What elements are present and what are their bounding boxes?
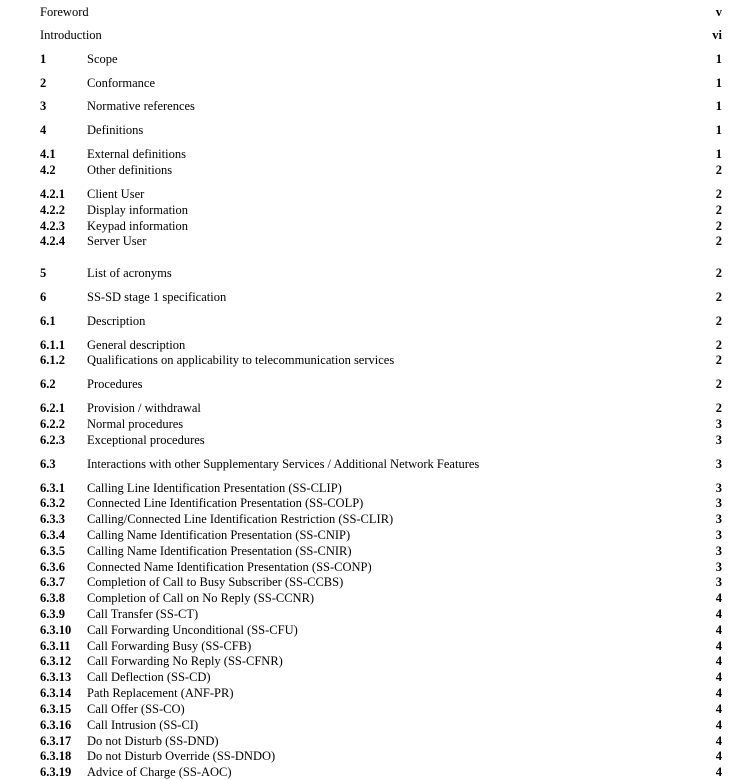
toc-entry[interactable] bbox=[40, 432, 722, 448]
toc-entry-page-number: 2 bbox=[715, 377, 722, 391]
toc-entry-title: Call Deflection (SS-CD) bbox=[87, 670, 211, 684]
toc-entry-page-number: 2 bbox=[715, 234, 722, 248]
toc-entry-title: Connected Name Identification Presentation (SS-CONP) bbox=[87, 560, 372, 574]
toc-entry-number: 6.3.11 bbox=[40, 639, 71, 653]
toc-entry-page-number: 1 bbox=[715, 76, 722, 90]
toc-entry[interactable] bbox=[40, 543, 722, 559]
toc-entry-title: Description bbox=[87, 314, 146, 328]
toc-entry-title: General description bbox=[87, 338, 186, 352]
toc-entry-title: Other definitions bbox=[87, 163, 173, 177]
toc-entry-title: Completion of Call on No Reply (SS-CCNR) bbox=[87, 591, 315, 605]
toc-entry[interactable] bbox=[40, 75, 722, 91]
toc-entry-title: List of acronyms bbox=[87, 266, 172, 280]
toc-entry-title: Call Offer (SS-CO) bbox=[87, 702, 185, 716]
toc-entry[interactable] bbox=[40, 495, 722, 511]
toc-entry-number: 6.3.9 bbox=[40, 607, 65, 621]
toc-entry-page-number: 4 bbox=[715, 734, 722, 748]
toc-entry-page-number: 2 bbox=[715, 163, 722, 177]
toc-entry[interactable] bbox=[40, 122, 722, 138]
toc-entry-number: 4.2.1 bbox=[40, 187, 65, 201]
toc-entry-page-number: 3 bbox=[715, 417, 722, 431]
toc-entry-page-number: 4 bbox=[715, 749, 722, 763]
toc-entry-title: Normal procedures bbox=[87, 417, 184, 431]
toc-entry-number: 4 bbox=[40, 123, 47, 137]
toc-entry-number: 6.3.17 bbox=[40, 734, 72, 748]
toc-entry[interactable] bbox=[40, 701, 722, 717]
toc-entry-number: 1 bbox=[40, 52, 47, 66]
toc-entry-title: Call Forwarding No Reply (SS-CFNR) bbox=[87, 654, 283, 668]
toc-entry-page-number: 2 bbox=[715, 187, 722, 201]
toc-entry-number: 5 bbox=[40, 266, 47, 280]
toc-entry[interactable] bbox=[40, 764, 722, 780]
toc-entry-title: Exceptional procedures bbox=[87, 433, 205, 447]
toc-entry[interactable] bbox=[40, 400, 722, 416]
toc-entry-page-number: 2 bbox=[715, 219, 722, 233]
toc-entry-page-number: 4 bbox=[715, 654, 722, 668]
toc-entry-title: External definitions bbox=[87, 147, 186, 161]
toc-entry-page-number: 4 bbox=[715, 702, 722, 716]
toc-entry-number: 6.3.1 bbox=[40, 481, 65, 495]
toc-entry[interactable] bbox=[40, 218, 722, 234]
toc-entry-number: 6.3.3 bbox=[40, 512, 65, 526]
toc-entry-number: 4.2.4 bbox=[40, 234, 65, 248]
toc-entry-title: Calling Line Identification Presentation (SS-CLIP) bbox=[87, 481, 342, 495]
toc-entry-page-number: 1 bbox=[715, 123, 722, 137]
toc-entry-page-number: 2 bbox=[715, 338, 722, 352]
toc-entry-page-number: 4 bbox=[715, 765, 722, 779]
toc-entry-page-number: 3 bbox=[715, 575, 722, 589]
toc-entry-number: 6.3.13 bbox=[40, 670, 72, 684]
toc-entry-number: 2 bbox=[40, 76, 47, 90]
toc-entry-page-number: 2 bbox=[715, 314, 722, 328]
toc-entry[interactable] bbox=[40, 748, 722, 764]
toc-entry-number: 4.2.2 bbox=[40, 203, 65, 217]
toc-entry-number: 4.1 bbox=[40, 147, 56, 161]
toc-entry-number: 6.3 bbox=[40, 457, 56, 471]
toc-entry-title: Qualifications on applicability to telecommunication services bbox=[87, 353, 395, 367]
toc-entry[interactable] bbox=[40, 4, 722, 20]
toc-entry[interactable] bbox=[40, 27, 722, 43]
toc-entry-title: Procedures bbox=[87, 377, 143, 391]
toc-entry-number: 6.3.15 bbox=[40, 702, 72, 716]
toc-entry-title: Call Transfer (SS-CT) bbox=[87, 607, 199, 621]
toc-entry-number: 4.2.3 bbox=[40, 219, 65, 233]
toc-entry-page-number: vi bbox=[712, 28, 722, 42]
toc-entry-title: Normative references bbox=[87, 99, 195, 113]
toc-entry[interactable] bbox=[40, 511, 722, 527]
toc-entry-number: 6.2.2 bbox=[40, 417, 65, 431]
toc-entry[interactable] bbox=[40, 416, 722, 432]
toc-entry[interactable] bbox=[40, 669, 722, 685]
toc-entry[interactable] bbox=[40, 265, 722, 281]
toc-entry-title: Call Intrusion (SS-CI) bbox=[87, 718, 199, 732]
toc-entry-number: 6.3.10 bbox=[40, 623, 72, 637]
toc-entry-page-number: 3 bbox=[715, 512, 722, 526]
toc-entry[interactable] bbox=[40, 653, 722, 669]
toc-entry-title: Call Forwarding Busy (SS-CFB) bbox=[87, 639, 252, 653]
toc-entry-number: 6.3.7 bbox=[40, 575, 65, 589]
toc-entry-number: 6.3.12 bbox=[40, 654, 72, 668]
toc-entry-title: Introduction bbox=[40, 28, 102, 42]
toc-entry[interactable] bbox=[40, 233, 722, 249]
toc-entry-title: Provision / withdrawal bbox=[87, 401, 201, 415]
toc-entry-title: Server User bbox=[87, 234, 147, 248]
toc-entry-page-number: 4 bbox=[715, 686, 722, 700]
toc-entry-page-number: 1 bbox=[715, 99, 722, 113]
toc-entry-page-number: 3 bbox=[715, 457, 722, 471]
toc-entry-title: Call Forwarding Unconditional (SS-CFU) bbox=[87, 623, 298, 637]
toc-entry-page-number: 2 bbox=[715, 203, 722, 217]
toc-entry-title: Do not Disturb (SS-DND) bbox=[87, 734, 219, 748]
toc-entry-page-number: 3 bbox=[715, 496, 722, 510]
toc-entry-page-number: 4 bbox=[715, 718, 722, 732]
toc-entry[interactable] bbox=[40, 51, 722, 67]
toc-entry[interactable] bbox=[40, 606, 722, 622]
toc-entry[interactable] bbox=[40, 638, 722, 654]
toc-entry[interactable] bbox=[40, 527, 722, 543]
toc-entry[interactable] bbox=[40, 202, 722, 218]
toc-entry-title: Client User bbox=[87, 187, 145, 201]
toc-entry-page-number: 4 bbox=[715, 670, 722, 684]
toc-entry-number: 6.1.1 bbox=[40, 338, 65, 352]
toc-entry-title: Calling/Connected Line Identification Restriction (SS-CLIR) bbox=[87, 512, 394, 526]
toc-entry-number: 6.3.18 bbox=[40, 749, 72, 763]
toc-entry-page-number: 2 bbox=[715, 401, 722, 415]
toc-entry-page-number: 4 bbox=[715, 591, 722, 605]
toc-entry[interactable] bbox=[40, 376, 722, 392]
toc-entry[interactable] bbox=[40, 289, 722, 305]
toc-entry-title: Foreword bbox=[40, 5, 89, 19]
toc-entry[interactable] bbox=[40, 186, 722, 202]
toc-entry[interactable] bbox=[40, 685, 722, 701]
toc-entry-number: 6.1 bbox=[40, 314, 56, 328]
toc-entry-title: Conformance bbox=[87, 76, 156, 90]
toc-entry-title: Path Replacement (ANF-PR) bbox=[87, 686, 234, 700]
toc-entry-page-number: v bbox=[715, 5, 722, 19]
toc-entry[interactable] bbox=[40, 574, 722, 590]
toc-entry-page-number: 4 bbox=[715, 607, 722, 621]
toc-entry[interactable] bbox=[40, 162, 722, 178]
toc-entry-page-number: 3 bbox=[715, 481, 722, 495]
toc-entry-number: 6.3.8 bbox=[40, 591, 65, 605]
toc-entry-page-number: 3 bbox=[715, 528, 722, 542]
toc-entry-title: Advice of Charge (SS-AOC) bbox=[87, 765, 232, 779]
toc-entry-number: 6 bbox=[40, 290, 47, 304]
toc-entry[interactable] bbox=[40, 456, 722, 472]
toc-entry-number: 6.2 bbox=[40, 377, 56, 391]
toc-entry[interactable] bbox=[40, 337, 722, 353]
toc-entry-title: Interactions with other Supplementary Services / Additional Network Features bbox=[87, 457, 480, 471]
toc-entry-page-number: 3 bbox=[715, 560, 722, 574]
toc-entry-number: 6.3.2 bbox=[40, 496, 65, 510]
toc-entry-number: 6.3.19 bbox=[40, 765, 72, 779]
toc-entry-title: Do not Disturb Override (SS-DNDO) bbox=[87, 749, 276, 763]
toc-entry-page-number: 3 bbox=[715, 544, 722, 558]
toc-entry-number: 6.3.5 bbox=[40, 544, 65, 558]
toc-entry-page-number: 2 bbox=[715, 353, 722, 367]
toc-entry-number: 6.2.3 bbox=[40, 433, 65, 447]
toc-entry-page-number: 3 bbox=[715, 433, 722, 447]
toc-entry[interactable] bbox=[40, 717, 722, 733]
toc-entry[interactable] bbox=[40, 733, 722, 749]
toc-entry[interactable] bbox=[40, 98, 722, 114]
toc-entry[interactable] bbox=[40, 313, 722, 329]
toc-entry[interactable] bbox=[40, 590, 722, 606]
toc-entry-title: Completion of Call to Busy Subscriber (SS-CCBS) bbox=[87, 575, 344, 589]
toc-entry-title: Calling Name Identification Presentation (SS-CNIP) bbox=[87, 528, 351, 542]
toc-entry-number: 3 bbox=[40, 99, 47, 113]
toc-entry-number: 6.3.4 bbox=[40, 528, 65, 542]
toc-entry-page-number: 1 bbox=[715, 147, 722, 161]
toc-entry-number: 6.3.14 bbox=[40, 686, 72, 700]
toc-entry[interactable] bbox=[40, 622, 722, 638]
toc-entry-page-number: 4 bbox=[715, 639, 722, 653]
toc-entry[interactable] bbox=[40, 480, 722, 496]
toc-entry-page-number: 4 bbox=[715, 623, 722, 637]
toc-entry-number: 6.2.1 bbox=[40, 401, 65, 415]
toc-entry-page-number: 2 bbox=[715, 290, 722, 304]
toc-entry-title: SS-SD stage 1 specification bbox=[87, 290, 227, 304]
toc-entry-page-number: 2 bbox=[715, 266, 722, 280]
toc-entry-number: 6.3.16 bbox=[40, 718, 72, 732]
toc-entry-title: Scope bbox=[87, 52, 118, 66]
toc-entry-title: Calling Name Identification Presentation (SS-CNIR) bbox=[87, 544, 352, 558]
toc-entry-title: Display information bbox=[87, 203, 189, 217]
toc-entry-title: Keypad information bbox=[87, 219, 189, 233]
toc-entry-number: 6.1.2 bbox=[40, 353, 65, 367]
toc-entry-title: Connected Line Identification Presentation (SS-COLP) bbox=[87, 496, 364, 510]
toc-entry-number: 6.3.6 bbox=[40, 560, 65, 574]
toc-entry-number: 4.2 bbox=[40, 163, 56, 177]
toc-entry[interactable] bbox=[40, 559, 722, 575]
toc-entry-page-number: 1 bbox=[715, 52, 722, 66]
toc-entry[interactable] bbox=[40, 352, 722, 368]
toc-entry[interactable] bbox=[40, 146, 722, 162]
toc-entry-title: Definitions bbox=[87, 123, 144, 137]
